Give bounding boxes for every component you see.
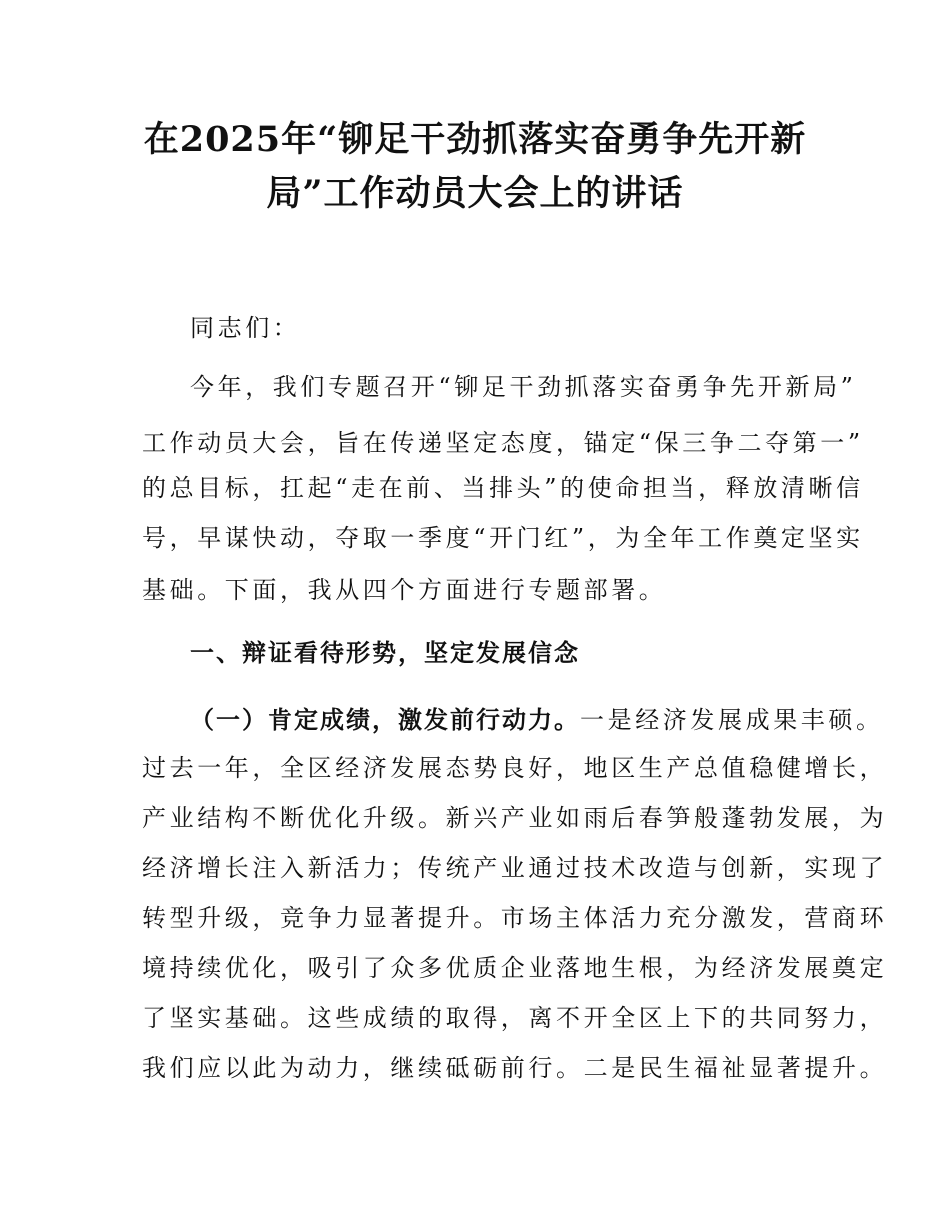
body-paragraph-line: 了坚实基础。这些成绩的取得，离不开全区上下的共同努力， (142, 1004, 888, 1032)
body-paragraph-line: 我们应以此为动力，继续砥砺前行。二是民生福祉显著提升。 (142, 1054, 888, 1082)
section-heading: 一、辩证看待形势，坚定发展信念 (190, 639, 580, 667)
intro-paragraph-line: 今年，我们专题召开“铆足干劲抓落实奋勇争先开新局” (190, 373, 857, 401)
intro-paragraph-line: 工作动员大会，旨在传递坚定态度，锚定“保三争二夺第一” (142, 429, 864, 457)
body-paragraph-line: 过去一年，全区经济发展态势良好，地区生产总值稳健增长， (142, 754, 888, 782)
document-title-line-1: 在2025年“铆足干劲抓落实奋勇争先开新 (143, 119, 807, 160)
subsection-first-line (190, 703, 884, 737)
intro-paragraph-line: 基础。下面，我从四个方面进行专题部署。 (142, 576, 667, 604)
document-title-line-2: 局”工作动员大会上的讲话 (266, 173, 684, 214)
body-paragraph-line: 产业结构不断优化升级。新兴产业如雨后春笋般蓬勃发展，为 (142, 804, 888, 832)
subsection-lead-text: 一是经济发展成果丰硕。 (580, 706, 884, 734)
body-paragraph-line: 经济增长注入新活力；传统产业通过技术改造与创新，实现了 (142, 854, 888, 882)
body-paragraph-line: 转型升级，竞争力显著提升。市场主体活力充分激发，营商环 (142, 904, 888, 932)
intro-paragraph-line: 的总目标，扛起“走在前、当排头”的使命担当，释放清晰信 (142, 474, 864, 502)
salutation: 同志们： (190, 314, 301, 342)
body-paragraph-line: 境持续优化，吸引了众多优质企业落地生根，为经济发展奠定 (142, 954, 888, 982)
subsection-heading: （一）肯定成绩，激发前行动力。 (190, 706, 580, 734)
intro-paragraph-line: 号，早谋快动，夺取一季度“开门红”，为全年工作奠定坚实 (142, 524, 864, 552)
